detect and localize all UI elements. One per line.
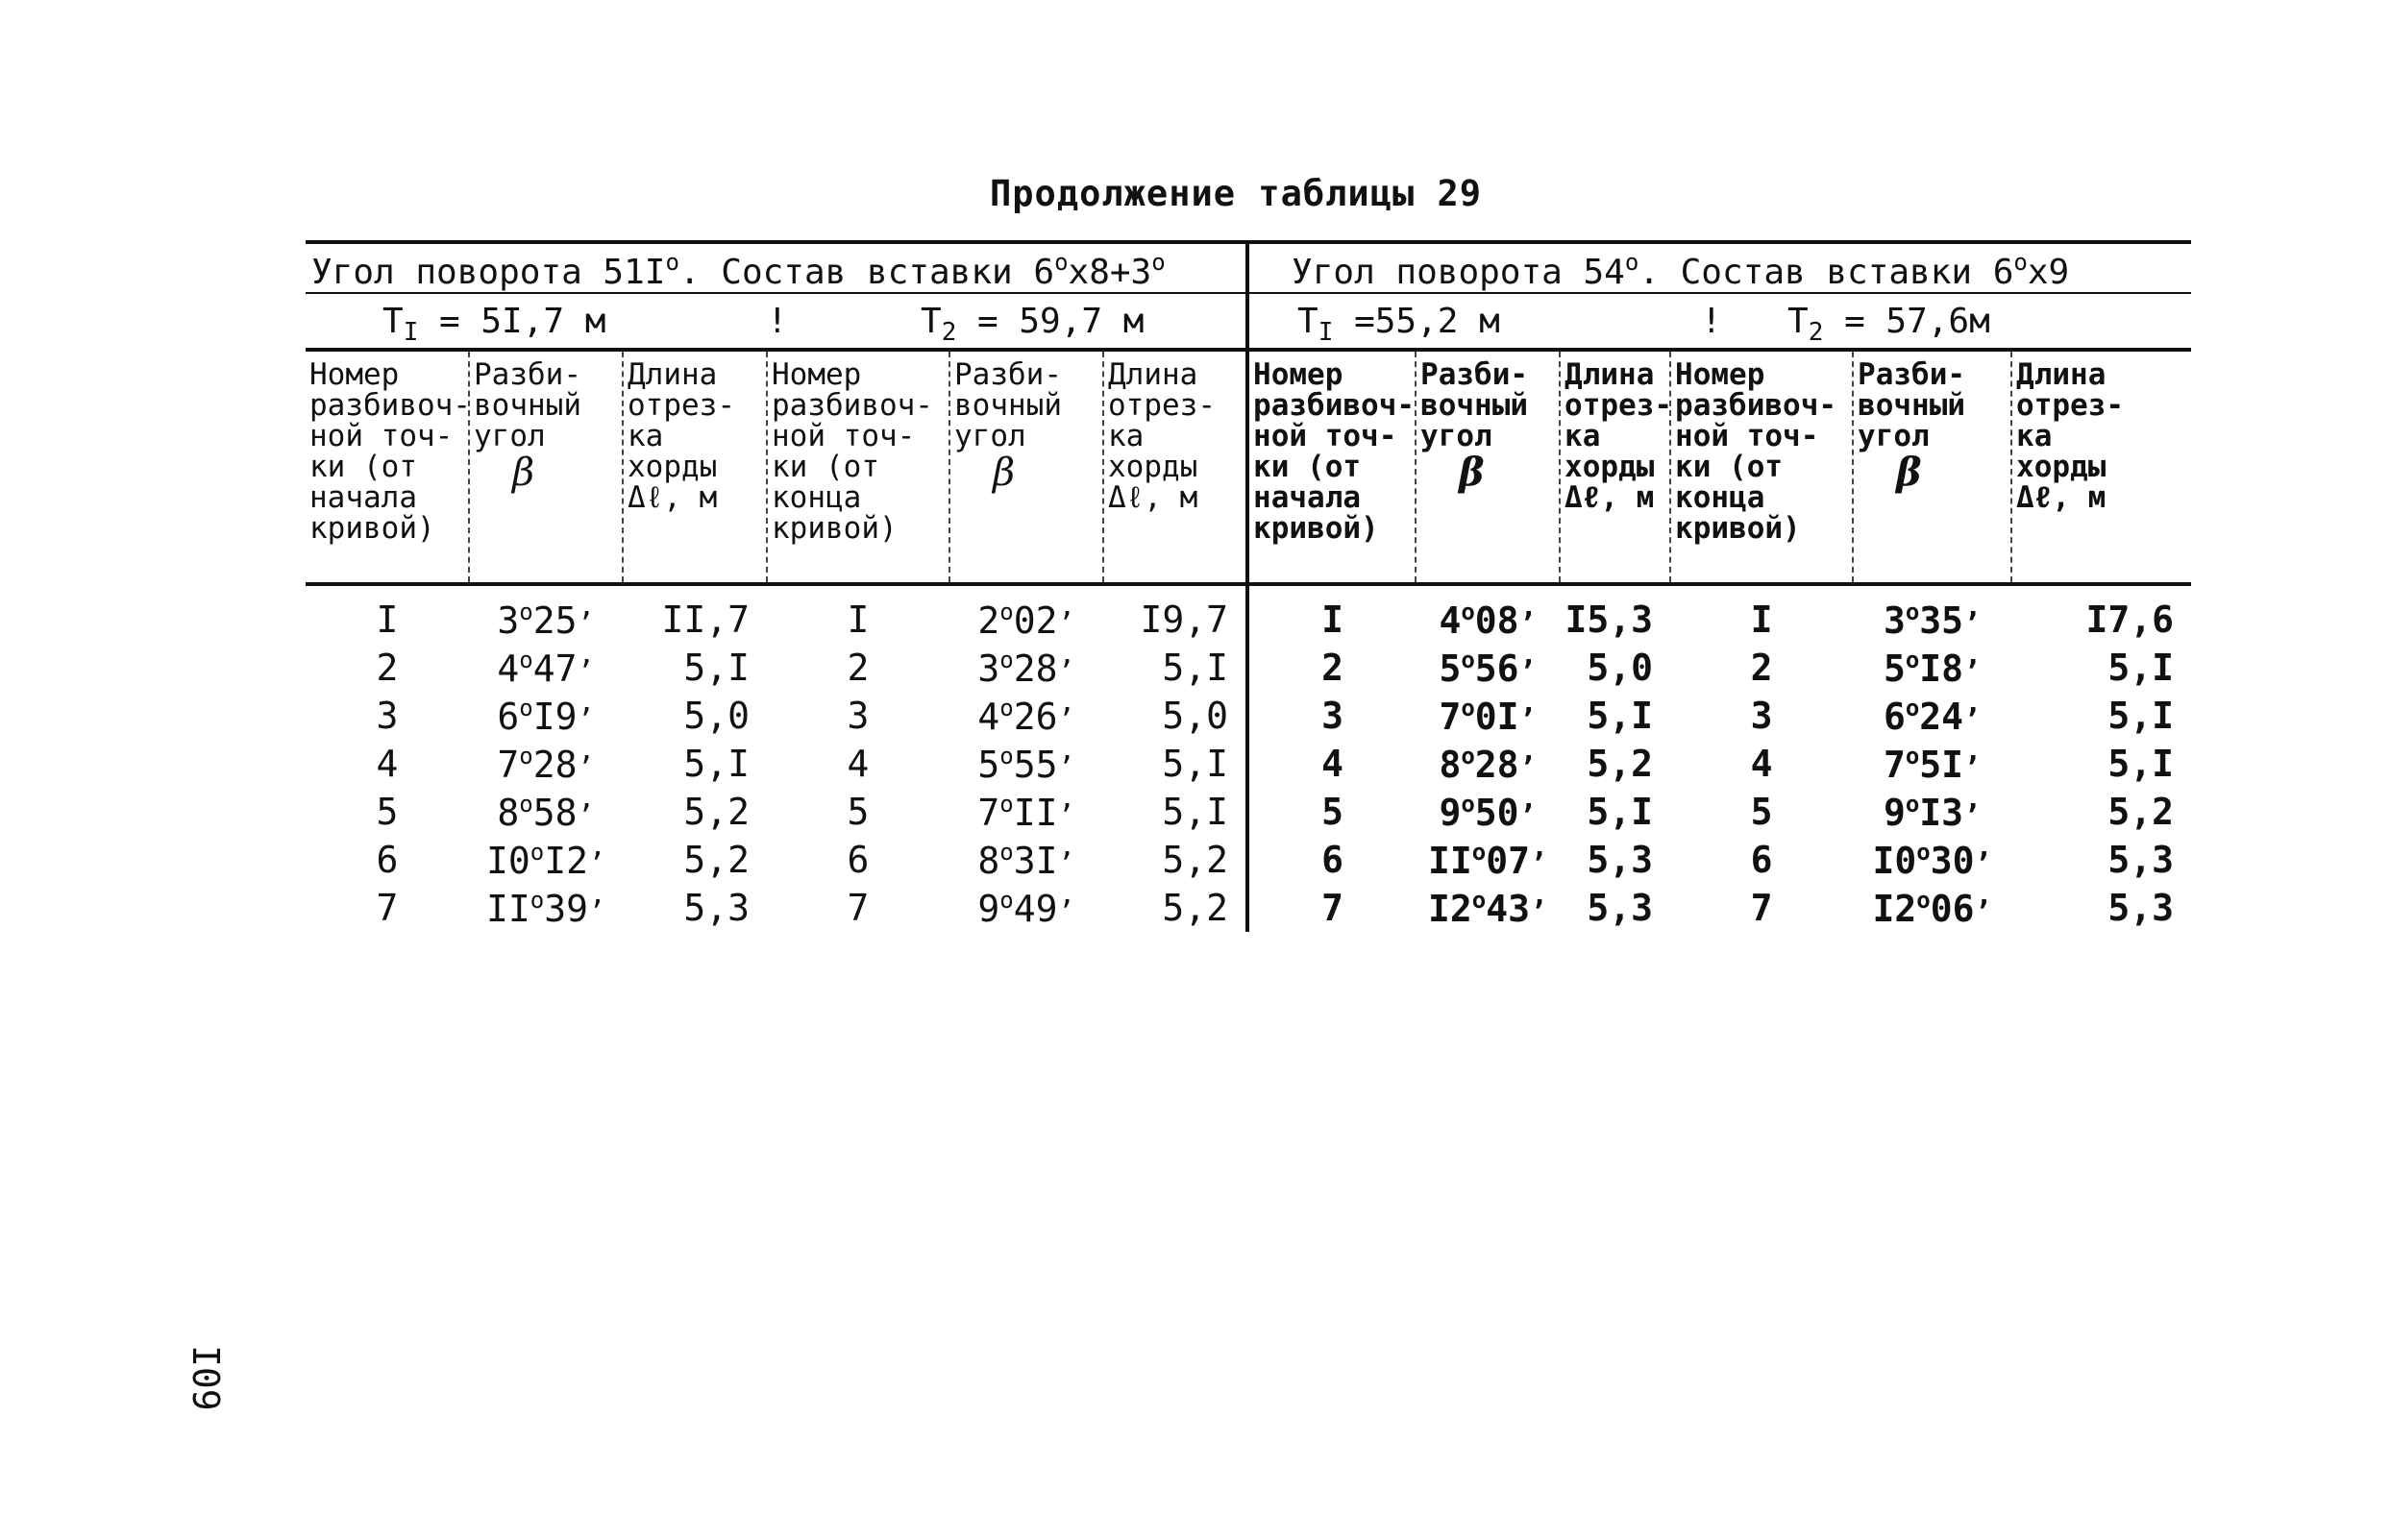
table-cell: II,7 [661, 599, 750, 641]
page-title: Продолжение таблицы 29 [990, 173, 1483, 214]
table-cell: 5$^o$I8’ [1883, 646, 1982, 690]
column-header: Длина отрез- ка хорды Δℓ, м [1560, 350, 1670, 584]
left-t2: $T_2 = 59,7$ м [921, 302, 1145, 347]
table-cell: 5,I [1587, 695, 1654, 737]
table-cell: 4 [376, 743, 399, 785]
table-cell: 5,I [1587, 791, 1654, 833]
left-t1: $T_I = 5I,7$ м [382, 302, 606, 347]
table-cell: 8$^o$58’ [497, 790, 595, 834]
table-cell: 5,I [2107, 647, 2175, 689]
table-cell: 5,3 [1587, 887, 1654, 929]
table-row [306, 692, 2191, 740]
table-cell: 4$^o$26’ [977, 694, 1075, 738]
table-cell: I2$^o$43’ [1428, 886, 1548, 930]
table-cell: 6 [847, 839, 870, 881]
table-cell: $II^o39$’ [485, 886, 606, 930]
table-row [306, 884, 2191, 932]
table-cell: 8$^o$28’ [1439, 742, 1537, 786]
table-cell: 5,I [683, 743, 750, 785]
table-cell: 5,3 [683, 887, 750, 929]
right-t2: $T_2 = 57,6м$ [1787, 302, 1990, 347]
table-cell: 8$^o$3I’ [977, 838, 1075, 882]
table-cell: I [1247, 584, 1416, 644]
table-cell: 4 [1247, 740, 1416, 788]
column-header: Номер разбивоч- ной точ- ки (от начала кривой) [1247, 350, 1416, 584]
table-cell: 6 [1247, 836, 1416, 884]
table-cell: 3 [376, 695, 399, 737]
column-header: Разби- вочный угол β [1853, 350, 2011, 584]
page-number: I09 [185, 1345, 227, 1411]
beta-symbol: β [993, 451, 1016, 495]
table-cell: I [847, 599, 870, 641]
column-header: Длина отрез- ка хорды Δℓ, м [1103, 350, 1247, 584]
table-cell: 5,2 [2107, 791, 2175, 833]
table-cell: 5,I [1162, 791, 1229, 833]
table-cell: 5,0 [1587, 647, 1654, 689]
table-cell: 7$^o$28’ [497, 742, 595, 786]
left-tangent-lengths: $T_I = 5I,7$ м ! $T_2 = 59,7$ м [306, 293, 1247, 350]
table-cell: 6 [376, 839, 399, 881]
table-cell: I9,7 [1140, 599, 1229, 641]
table-cell: 2 [1750, 647, 1773, 689]
data-table [306, 240, 2191, 932]
table-cell: 5,0 [683, 695, 750, 737]
right-group-caption: Угол поворота 54$^o$. Состав вставки 6$^o$x9 [1247, 242, 2191, 293]
right-tangent-lengths: $T_I =55,2$ м ! $T_2 = 57,6м$ [1247, 293, 2191, 350]
table-cell: 4$^o$47’ [497, 646, 595, 690]
left-group-caption: Угол поворота $51I^o$. Состав вставки $6^ox8+3^o$ [306, 242, 1247, 293]
table-cell: 5,2 [683, 839, 750, 881]
table-cell: 3$^o$25’ [497, 598, 595, 642]
table-cell: 7 [1750, 887, 1773, 929]
table-cell: 5,I [2107, 695, 2175, 737]
table-row [306, 740, 2191, 788]
table-cell: 6$^o$24’ [1883, 694, 1982, 738]
table-cell: 3 [847, 695, 870, 737]
table-cell: 2$^o$02’ [977, 598, 1075, 642]
table-cell: 5,3 [2107, 887, 2175, 929]
table-cell: I5,3 [1565, 599, 1654, 641]
table-cell: 5,I [1162, 743, 1229, 785]
column-header: Разби- вочный угол β [469, 350, 623, 584]
table-cell: 5 [847, 791, 870, 833]
table-cell: 5,2 [1162, 887, 1229, 929]
table-cell: 7$^o$II’ [977, 790, 1075, 834]
table-cell: 5 [1750, 791, 1773, 833]
table-row [306, 584, 2191, 644]
table-cell: 7 [1247, 884, 1416, 932]
table-cell: 9$^o$I3’ [1883, 790, 1982, 834]
table-cell: 9$^o$49’ [977, 886, 1075, 930]
table-cell: 7$^o$5I’ [1883, 742, 1982, 786]
table-cell: 5,I [1162, 647, 1229, 689]
column-header: Номер разбивоч- ной точ- ки (от конца кривой) [1670, 350, 1853, 584]
table-cell: 2 [376, 647, 399, 689]
table-cell: 5$^o$56’ [1439, 646, 1537, 690]
table-cell: 5,3 [1587, 839, 1654, 881]
table-cell: I0$^o$I2’ [485, 838, 606, 882]
column-header: Номер разбивоч- ной точ- ки (от конца кривой) [767, 350, 949, 584]
column-header: Разби- вочный угол β [1416, 350, 1560, 584]
table-cell: 6$^o$I9’ [497, 694, 595, 738]
table-cell: 4 [1750, 743, 1773, 785]
table-cell: 6 [1750, 839, 1773, 881]
table-cell: 7 [376, 887, 399, 929]
table-cell: 4 [847, 743, 870, 785]
table-cell: 2 [847, 647, 870, 689]
table-cell: 7 [847, 887, 870, 929]
beta-symbol: β [1459, 450, 1485, 495]
table-cell: I2$^o$06’ [1872, 886, 1992, 930]
table-cell: 5,2 [1162, 839, 1229, 881]
table-cell: 3 [1247, 692, 1416, 740]
table-cell: 4$^o$08’ [1439, 598, 1537, 642]
table-cell: 5,3 [2107, 839, 2175, 881]
table-cell: I7,6 [2085, 599, 2175, 641]
column-header: Номер разбивоч- ной точ- ки (от начала кривой) [306, 350, 469, 584]
table-cell: 3$^o$35’ [1883, 598, 1982, 642]
beta-symbol: β [1896, 450, 1922, 495]
table-cell: 5,2 [683, 791, 750, 833]
table-cell: 5,0 [1162, 695, 1229, 737]
table-cell: I [376, 599, 399, 641]
table-cell: 3$^o$28’ [977, 646, 1075, 690]
table-cell: I0$^o$30’ [1872, 838, 1992, 882]
table-cell: 5$^o$55’ [977, 742, 1075, 786]
column-header: Разби- вочный угол β [949, 350, 1103, 584]
table-cell: 2 [1247, 644, 1416, 692]
table-cell: 9$^o$50’ [1439, 790, 1537, 834]
column-header: Длина отрез- ка хорды Δℓ, м [623, 350, 767, 584]
table-row [306, 836, 2191, 884]
beta-symbol: β [512, 451, 535, 495]
table-row [306, 788, 2191, 836]
table-cell: 3 [1750, 695, 1773, 737]
table-cell: 5 [376, 791, 399, 833]
table-cell: I [1750, 599, 1773, 641]
column-header: Длина отрез- ка хорды Δℓ, м [2011, 350, 2191, 584]
table-cell: 5,I [683, 647, 750, 689]
table-cell: 5,I [2107, 743, 2175, 785]
table-cell: 7$^o$0I’ [1439, 694, 1537, 738]
table-row [306, 644, 2191, 692]
table-cell: 5,2 [1587, 743, 1654, 785]
right-t1: $T_I =55,2$ м [1297, 302, 1500, 347]
table-cell: $II^o07$’ [1428, 838, 1548, 882]
table-cell: 5 [1247, 788, 1416, 836]
